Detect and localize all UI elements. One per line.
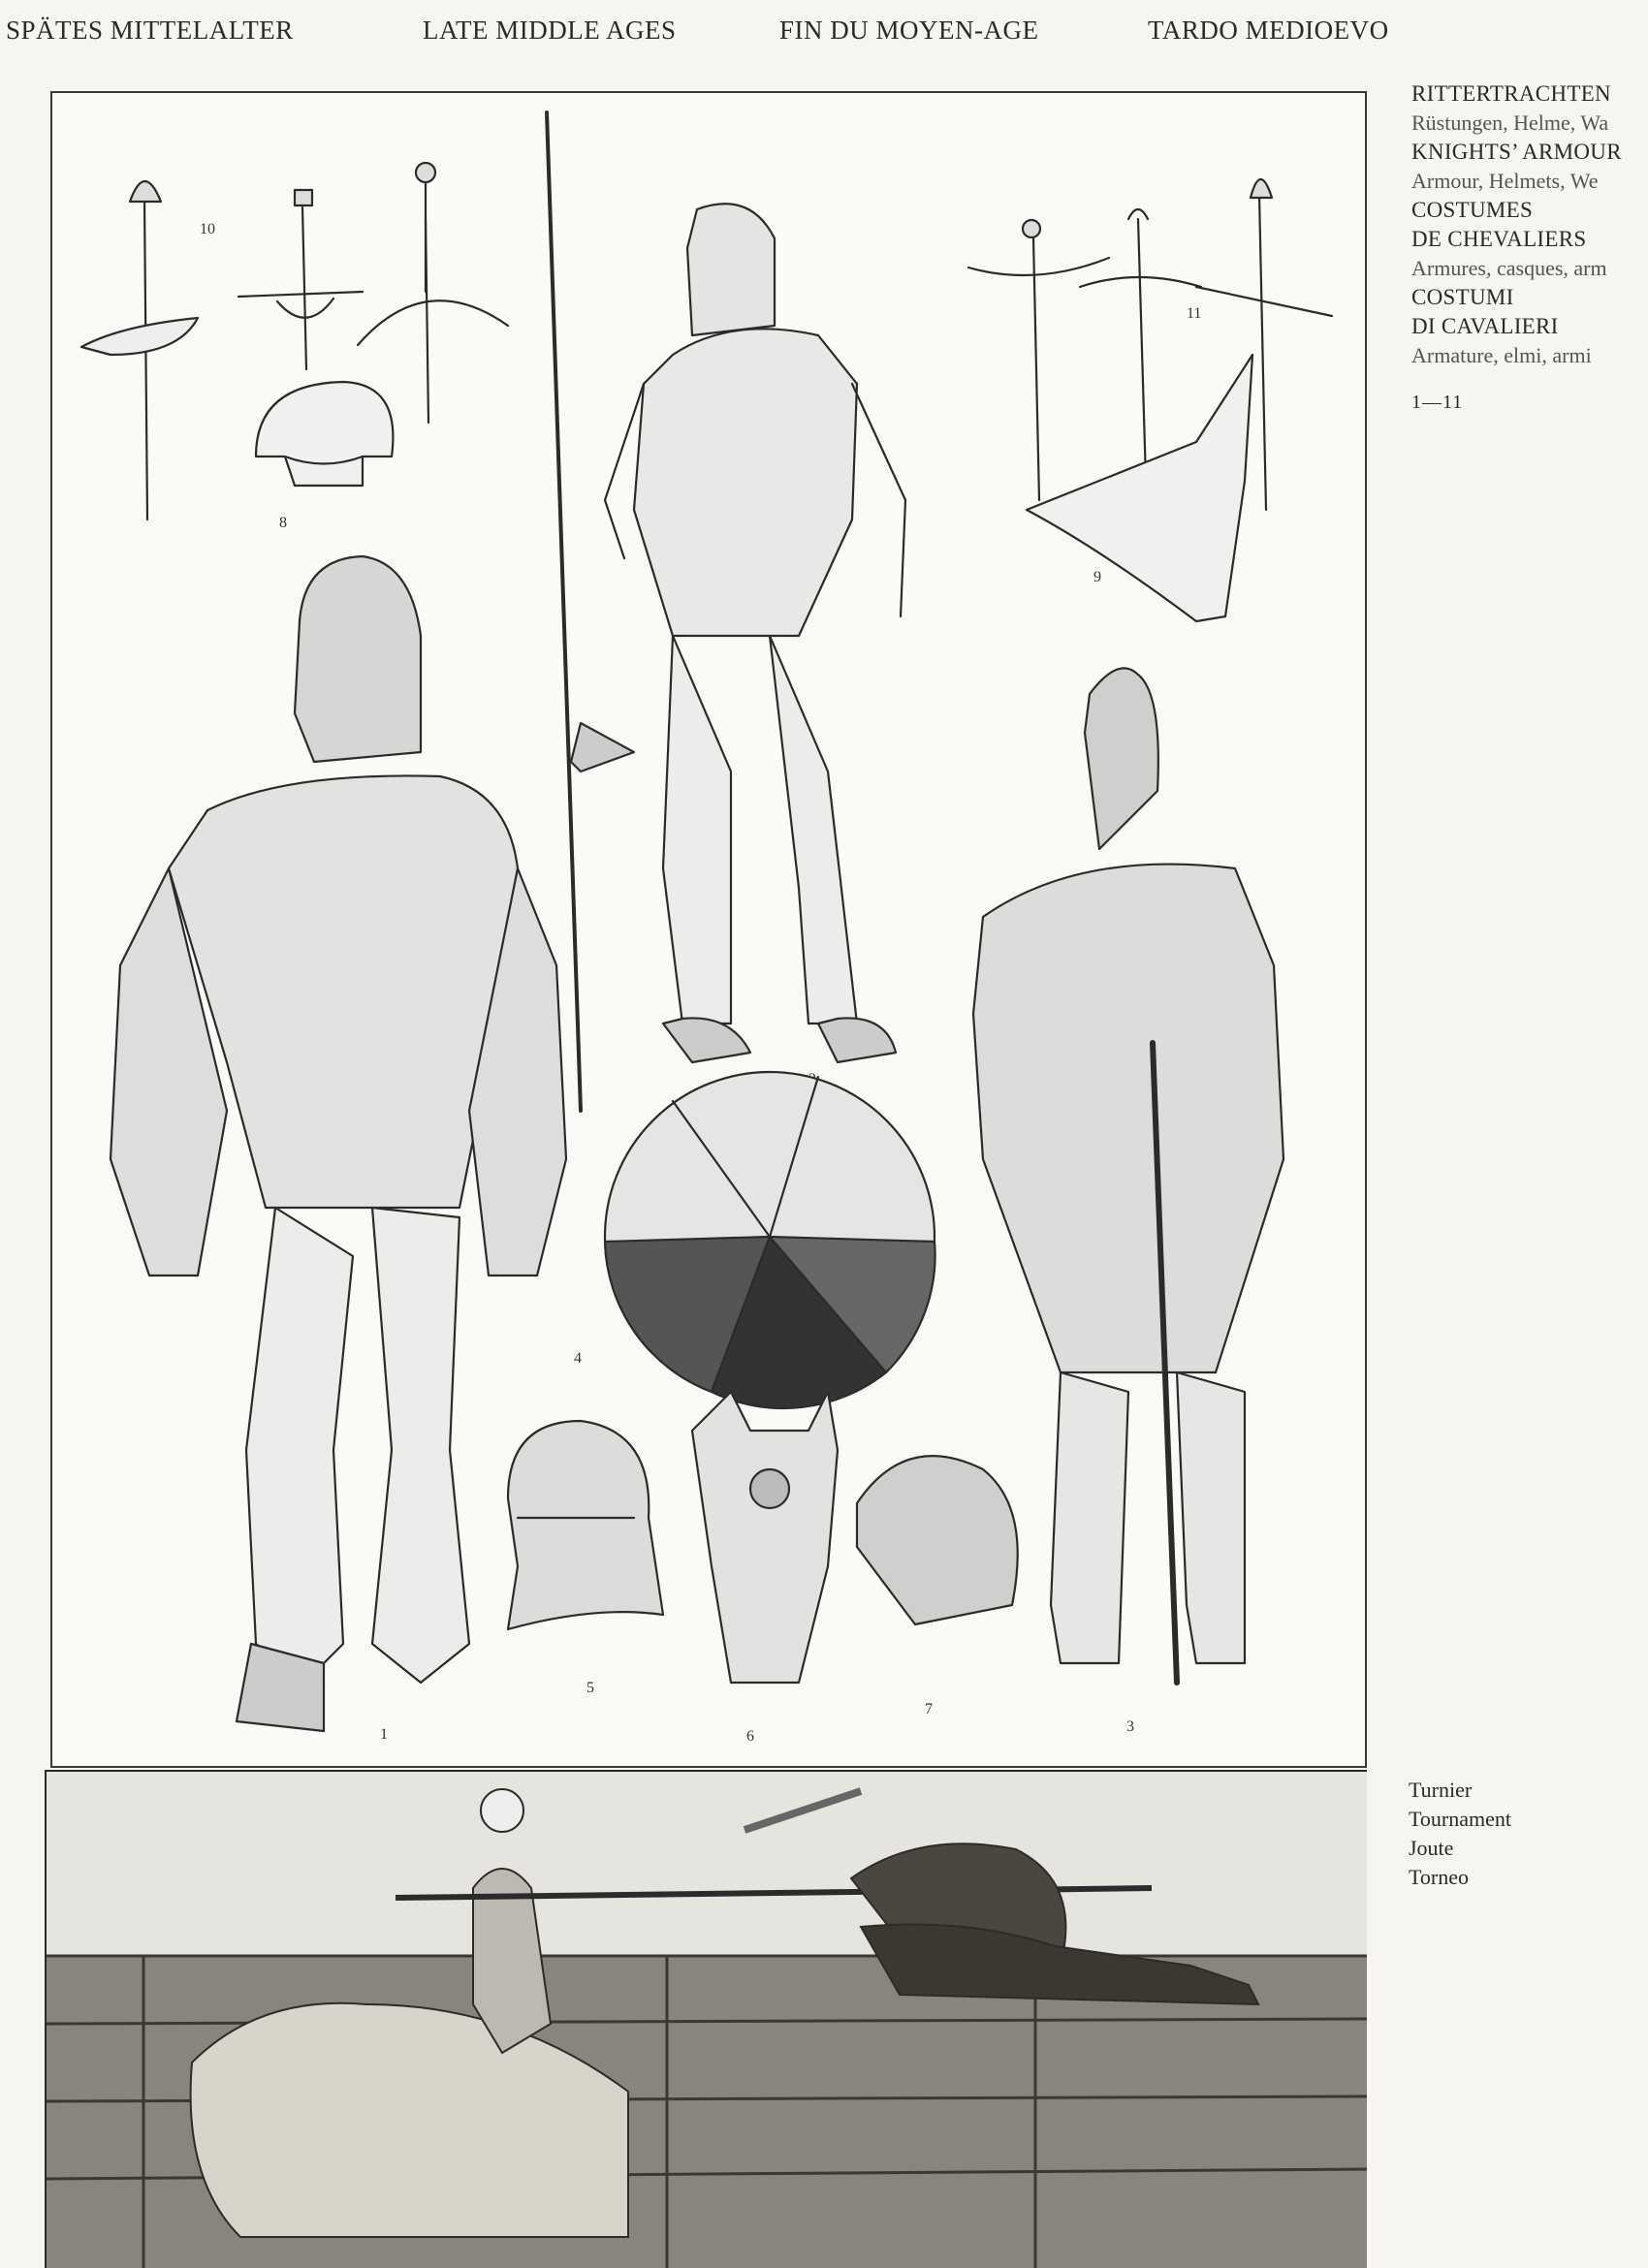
- caption-english-title: KNIGHTS’ ARMOUR: [1411, 140, 1622, 164]
- plate-number-1: 1: [380, 1726, 388, 1743]
- chanfron-icon: [692, 1392, 838, 1683]
- knight-figure-icon: [111, 556, 566, 1731]
- photo-caption-german: Turnier: [1409, 1778, 1473, 1802]
- plate-number-4: 4: [574, 1350, 582, 1367]
- photo-caption-italian: Torneo: [1409, 1865, 1469, 1889]
- helmet-icon: [508, 1421, 663, 1629]
- plate-caption: [1411, 79, 1648, 417]
- plate-number-5: 5: [586, 1680, 594, 1696]
- caption-italian-subtitle: Armature, elmi, armi: [1411, 343, 1592, 367]
- header-german: SPÄTES MITTELALTER: [6, 16, 294, 45]
- caption-french-subtitle: Armures, casques, arm: [1411, 256, 1607, 280]
- page-header: [0, 16, 1648, 54]
- caption-german-title: RITTERTRACHTEN: [1411, 81, 1611, 106]
- plate-number-6: 6: [746, 1728, 754, 1745]
- sword-icon: [1080, 209, 1201, 481]
- plate-number-9: 9: [1093, 569, 1101, 585]
- tournament-photo: [45, 1770, 1367, 2268]
- plate-number-10: 10: [200, 221, 215, 237]
- sword-icon: [968, 220, 1109, 500]
- header-french: FIN DU MOYEN-AGE: [779, 16, 1039, 45]
- armour-plate-illustration: [50, 91, 1367, 1768]
- photo-caption-french: Joute: [1409, 1836, 1454, 1860]
- caption-french-title-line1: COSTUMES: [1411, 198, 1534, 222]
- caption-figure-range: 1—11: [1411, 392, 1464, 413]
- caption-english-subtitle: Armour, Helmets, We: [1411, 169, 1599, 193]
- caption-italian-title-line1: COSTUMI: [1411, 285, 1514, 309]
- helmet-icon: [1027, 355, 1252, 621]
- caption-german-subtitle: Rüstungen, Helme, Wa: [1411, 110, 1609, 135]
- header-italian: TARDO MEDIOEVO: [1148, 16, 1389, 45]
- photo-caption-english: Tournament: [1409, 1807, 1511, 1831]
- sword-icon: [238, 190, 363, 369]
- plate-number-8: 8: [279, 515, 287, 531]
- shield-icon: [605, 1072, 935, 1408]
- helmet-icon: [256, 382, 393, 486]
- knight-figure-icon: [547, 112, 905, 1111]
- plate-number-3: 3: [1126, 1718, 1134, 1735]
- knight-figure-icon: [973, 668, 1284, 1683]
- header-english: LATE MIDDLE AGES: [423, 16, 677, 45]
- plate-number-11: 11: [1187, 305, 1202, 322]
- plate-number-7: 7: [925, 1701, 933, 1717]
- caption-french-title-line2: DE CHEVALIERS: [1411, 227, 1587, 251]
- sword-icon: [81, 181, 198, 520]
- helmet-icon: [857, 1456, 1018, 1624]
- photo-caption: [1409, 1776, 1511, 1892]
- caption-italian-title-line2: DI CAVALIERI: [1411, 314, 1559, 338]
- sword-icon: [358, 163, 508, 423]
